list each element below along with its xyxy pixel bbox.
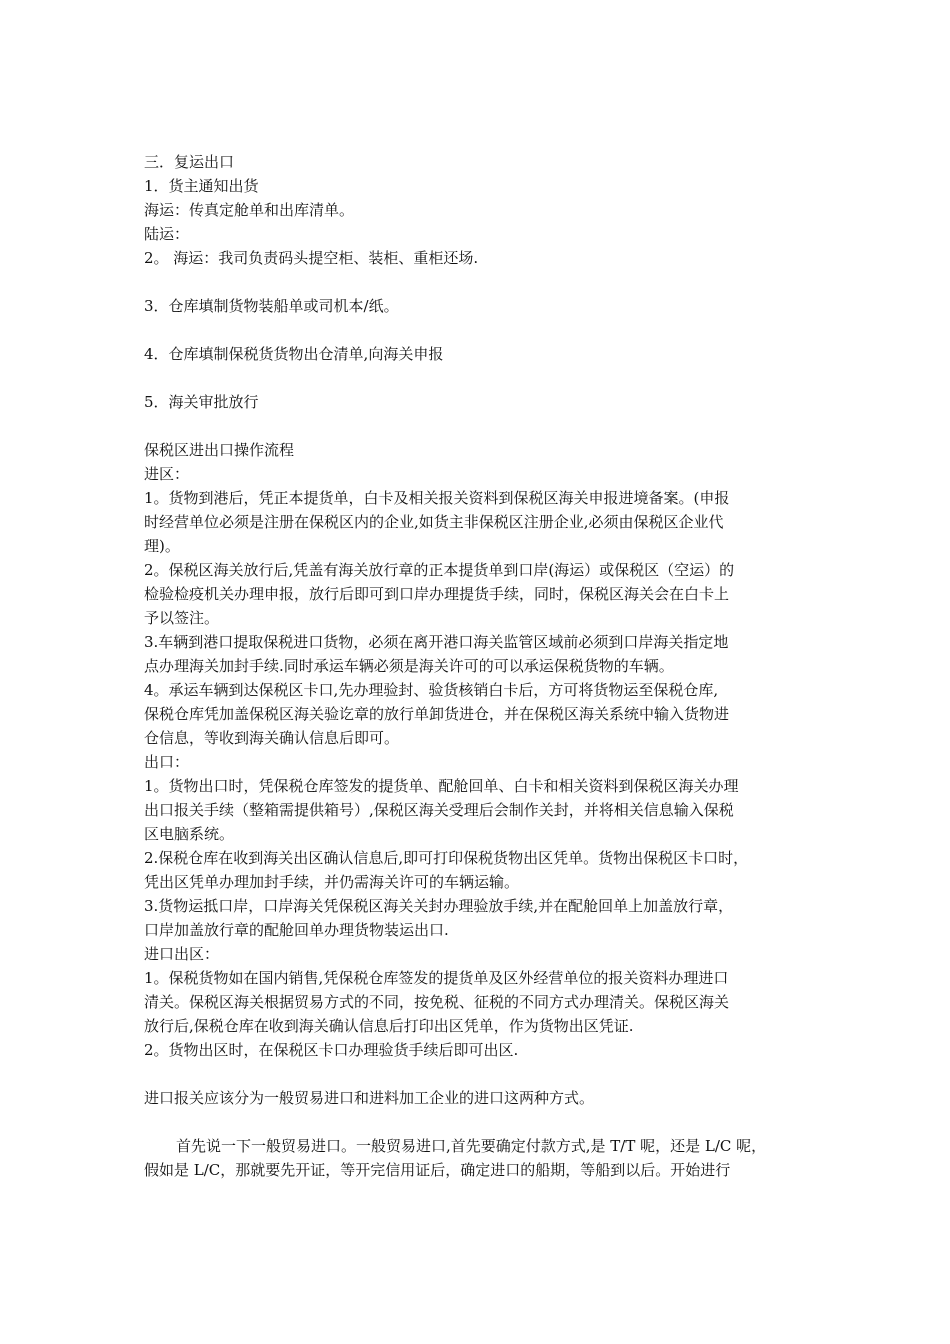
text-line: 检验检疫机关办理申报，放行后即可到口岸办理提货手续，同时，保税区海关会在白卡上	[144, 585, 730, 603]
paragraph-gap	[144, 366, 812, 390]
document-body	[144, 150, 812, 1182]
text-line: 予以签注。	[144, 609, 220, 627]
step-line: 4．仓库填制保税货货物出仓清单,向海关申报	[144, 345, 444, 363]
step-line: 2。 海运：我司负责码头提空柜、装柜、重柜还场.	[144, 249, 479, 267]
subsection-label: 进口出区：	[144, 945, 220, 963]
paragraph-gap	[144, 270, 812, 294]
text-line: 点办理海关加封手续.同时承运车辆必须是海关许可的可以承运保税货物的车辆。	[144, 657, 674, 675]
land-transport-line: 陆运：	[144, 225, 190, 243]
section-bonded-zone	[144, 438, 812, 1086]
section-reexport	[144, 150, 812, 438]
text-line: 4。承运车辆到达保税区卡口,先办理验封、验货核销白卡后，方可将货物运至保税仓库,	[144, 681, 719, 699]
paragraph-gap	[144, 1110, 812, 1134]
text-line: 首先说一下一般贸易进口。一般贸易进口,首先要确定付款方式,是 T/T 呢，还是 L/C 呢，	[176, 1137, 767, 1155]
step-line: 3．仓库填制货物装船单或司机本/纸。	[144, 297, 399, 315]
text-line: 放行后,保税仓库在收到海关确认信息后打印出区凭单，作为货物出区凭证.	[144, 1017, 634, 1035]
paragraph-gap	[144, 414, 812, 438]
subsection-label: 进区：	[144, 465, 190, 483]
section-heading: 保税区进出口操作流程	[144, 441, 295, 459]
step-line: 1．货主通知出货	[144, 177, 259, 195]
paragraph-gap	[144, 318, 812, 342]
text-line: 清关。保税区海关根据贸易方式的不同，按免税、征税的不同方式办理清关。保税区海关	[144, 993, 730, 1011]
text-line: 2.保税仓库在收到海关出区确认信息后,即可打印保税货物出区凭单。货物出保税区卡口时，	[144, 849, 749, 867]
text-line: 凭出区凭单办理加封手续，并仍需海关许可的车辆运输。	[144, 873, 520, 891]
text-line: 3.货物运抵口岸，口岸海关凭保税区海关关封办理验放手续,并在配舱回单上加盖放行章，	[144, 897, 734, 915]
text-line: 区电脑系统。	[144, 825, 235, 843]
text-line: 保税仓库凭加盖保税区海关验讫章的放行单卸货进仓，并在保税区海关系统中输入货物进	[144, 705, 730, 723]
text-line: 2。货物出区时，在保税区卡口办理验货手续后即可出区.	[144, 1041, 519, 1059]
import-exit-steps	[144, 966, 812, 1062]
sea-transport-line: 海运：传真定舱单和出库清单。	[144, 201, 355, 219]
exit-steps	[144, 774, 812, 942]
section-heading: 三．复运出口	[144, 153, 235, 171]
text-line: 3.车辆到港口提取保税进口货物，必须在离开港口海关监管区域前必须到口岸海关指定地	[144, 633, 729, 651]
text-line: 出口报关手续（整箱需提供箱号）,保税区海关受理后会制作关封，并将相关信息输入保税	[144, 801, 734, 819]
section-import-declaration	[144, 1086, 812, 1182]
paragraph-gap	[144, 1062, 812, 1086]
text-line: 1。货物到港后，凭正本提货单，白卡及相关报关资料到保税区海关申报进境备案。(申报	[144, 489, 730, 507]
text-line: 时经营单位必须是注册在保税区内的企业,如货主非保税区注册企业,必须由保税区企业代	[144, 513, 724, 531]
intro-line: 进口报关应该分为一般贸易进口和进料加工企业的进口这两种方式。	[144, 1089, 595, 1107]
text-line: 1。货物出口时，凭保税仓库签发的提货单、配舱回单、白卡和相关资料到保税区海关办理	[144, 777, 739, 795]
subsection-label: 出口：	[144, 753, 190, 771]
entry-steps	[144, 486, 812, 750]
text-line: 理)。	[144, 537, 180, 555]
text-line: 假如是 L/C，那就要先开证，等开完信用证后，确定进口的船期，等船到以后。开始进行	[144, 1161, 731, 1179]
step-line: 5．海关审批放行	[144, 393, 259, 411]
text-line: 仓信息，等收到海关确认信息后即可。	[144, 729, 400, 747]
text-line: 1。保税货物如在国内销售,凭保税仓库签发的提货单及区外经营单位的报关资料办理进口	[144, 969, 729, 987]
text-line: 2。保税区海关放行后,凭盖有海关放行章的正本提货单到口岸(海运）或保税区（空运）的	[144, 561, 735, 579]
text-line: 口岸加盖放行章的配舱回单办理货物装运出口.	[144, 921, 449, 939]
